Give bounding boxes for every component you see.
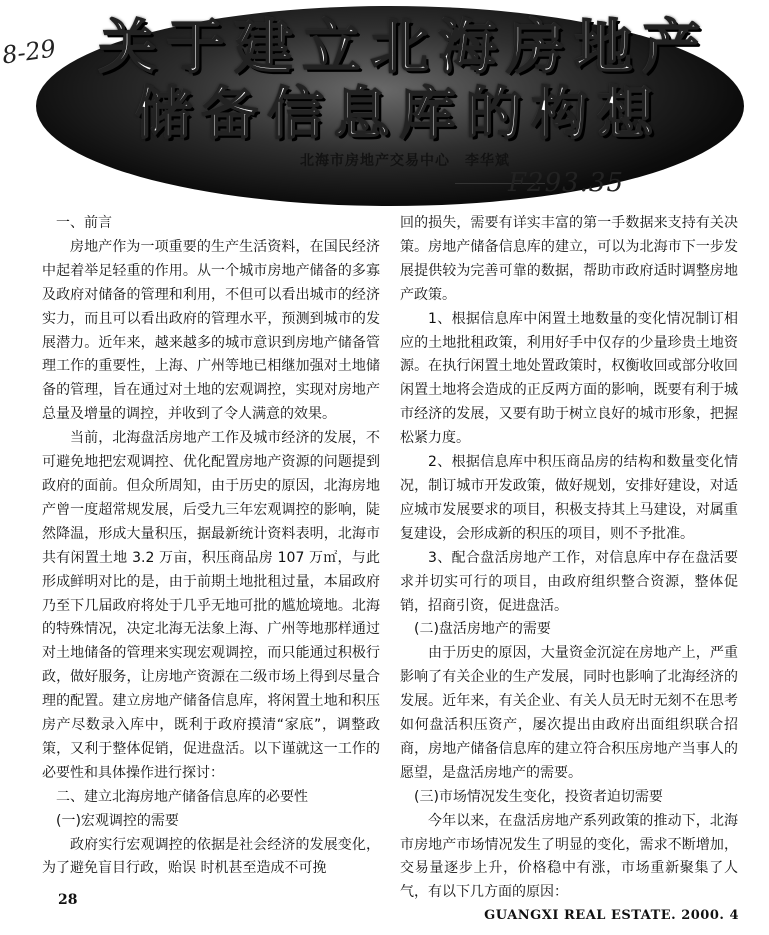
- handwritten-classification-code: F293.35: [508, 168, 625, 198]
- body-paragraph: 政府实行宏观调控的依据是社会经济的发展变化，为了避免盲目行政，贻误 时机甚至造成不可挽: [42, 836, 380, 877]
- handwritten-date: 8-29: [0, 34, 58, 70]
- left-text-column: [42, 212, 380, 881]
- article-title-line-1: 关于建立北海房地产: [98, 13, 711, 81]
- subsection-heading: (二)盘活房地产的需要: [414, 621, 551, 638]
- body-paragraph: 由于历史的原因，大量资金沉淀在房地产上，严重影响了有关企业的生产发展，同时也影响了北海经济的发展。近年来，有关企业、有关人员无时无刻不在思考如何盘活积压资产，屡次提出由政府出面组织联合招商，房地产储备信息库的建立符合积压房地产当事人的愿望，是盘活房地产的需要。: [400, 645, 738, 781]
- body-paragraph: 1、根据信息库中闲置土地数量的变化情况制订相应的土地批租政策，利用好手中仅存的少量珍贵土地资源。在执行闲置土地处置政策时，权衡收回或部分收回闲置土地将会造成的正反两方面的影响，既要有利于城市经济的发展，又要有助于树立良好的城市形象，把握松紧力度。: [400, 310, 738, 447]
- article-title-line-2: 储备信息库的构想: [135, 81, 664, 147]
- section-heading: 一、前言: [56, 215, 112, 231]
- right-text-column: [400, 212, 738, 905]
- section-heading: 二、建立北海房地产储备信息库的必要性: [56, 788, 308, 805]
- author-byline: 北海市房地产交易中心 李华斌: [300, 153, 510, 169]
- journal-footer: GUANGXI REAL ESTATE. 2000. 4: [484, 908, 739, 923]
- page-number: 28: [58, 892, 78, 908]
- subsection-heading: (一)宏观调控的需要: [56, 812, 179, 829]
- body-paragraph: 3、配合盘活房地产工作，对信息库中存在盘活要求并切实可行的项目，由政府组织整合资源，整体促销，招商引资，促进盘活。: [400, 549, 738, 614]
- body-paragraph: 今年以来，在盘活房地产系列政策的推动下，北海市房地产市场情况发生了明显的变化，需求不断增加，交易量逐步上升，价格稳中有涨，市场重新聚集了人气，有以下几方面的原因：: [400, 812, 738, 901]
- body-paragraph: 2、根据信息库中积压商品房的结构和数量变化情况，制订城市开发政策，做好规划，安排好建设，对适应城市发展要求的项目，积极支持其上马建设，对属重复建设，会形成新的积压的项目，则不予批准。: [400, 454, 738, 542]
- body-paragraph: 房地产作为一项重要的生产生活资料，在国民经济中起着举足轻重的作用。从一个城市房地产储备的多寡及政府对储备的管理和利用，不但可以看出城市的经济实力，而且可以看出政府的管理水平，预测到城市的发展潜力。近年来，越来越多的城市意识到房地产储备管理工作的重要性，上海、广州等地已相继加强对土地储备的管理，旨在通过对土地的宏观调控，实现对房地产总量及增量的调控，并收到了令人满意的效果。: [42, 238, 380, 423]
- subsection-heading: (三)市场情况发生变化，投资者迫切需要: [414, 788, 663, 805]
- body-paragraph: 当前，北海盘活房地产工作及城市经济的发展，不可避免地把宏观调控、优化配置房地产资源的问题提到政府的面前。但众所周知，由于历史的原因，北海房地产曾一度超常规发展，后受九三年宏观调控的影响，陡然降温，形成大量积压，据最新统计资料表明，北海市共有闲置土地 3.2 万亩，积压商品房 107 万㎡，与此形成鲜明对比的是，由于前期土地批租过量，本届政府乃至下几届政府将处于几乎无地可批的尴尬境地。北海的特殊情况，决定北海无法象上海、广州等地那样通过对土地储备的管理来实现宏观调控，而只能通过积极行政，做好服务，让房地产资源在二级市场上得到尽量合理的配置。建立房地产储备信息库，将闲置土地和积压房产尽数录入库中，既利于政府摸清“家底”，调整政策，又利于整体促销，促进盘活。以下谨就这一工作的必要性和具体操作进行探讨：: [42, 430, 380, 781]
- body-paragraph-continued: 回的损失，需要有详实丰富的第一手数据来支持有关决策。房地产储备信息库的建立，可以为北海市下一步发展提供较为完善可靠的数据，帮助市政府适时调整房地产政策。: [400, 215, 738, 303]
